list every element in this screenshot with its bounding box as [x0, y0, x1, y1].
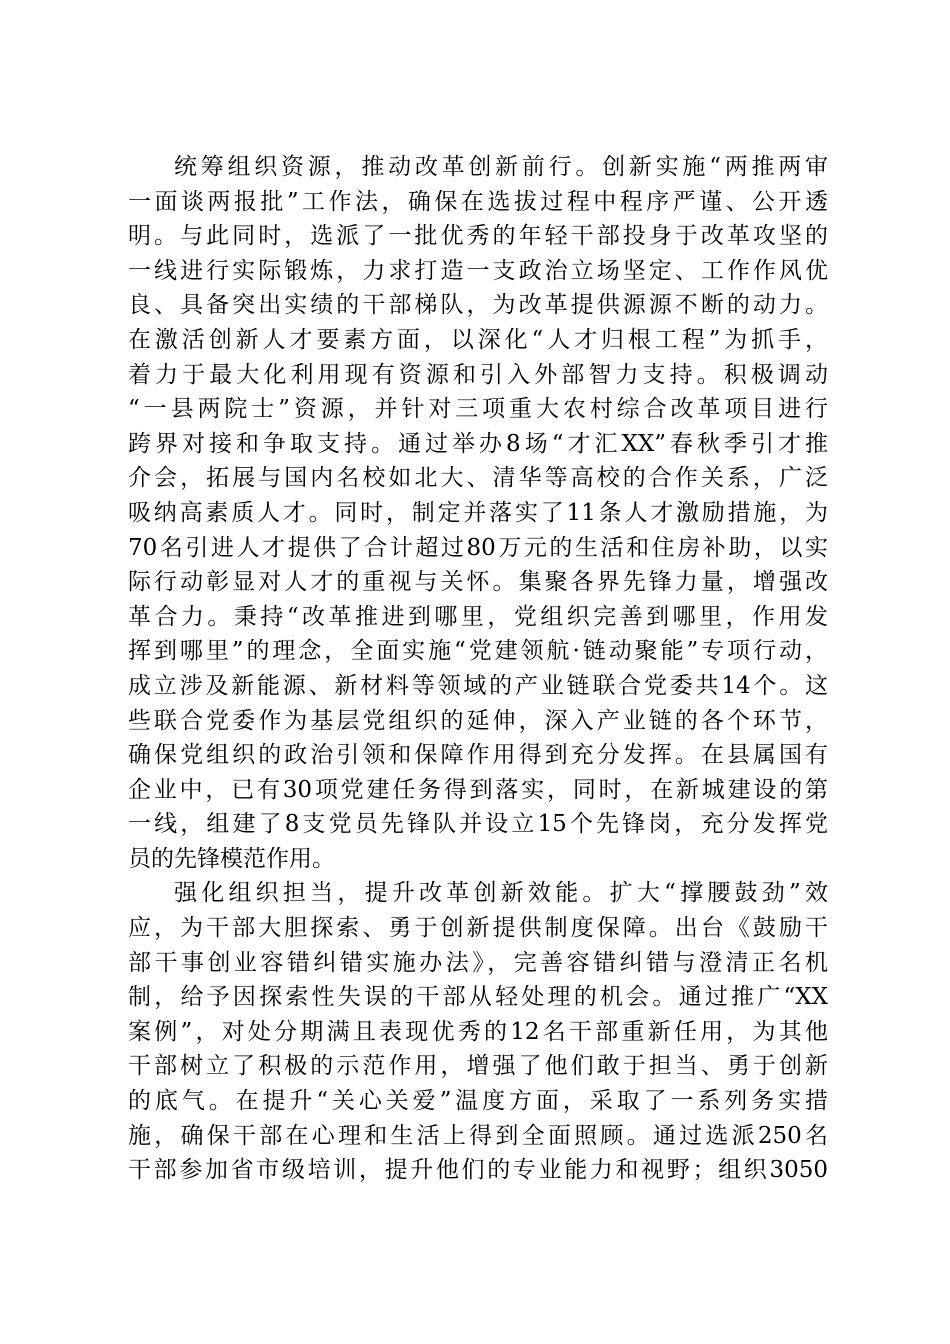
text-line: “一县两院士”资源，并针对三项重大农村综合改革项目进行 — [128, 396, 828, 423]
text-line: 干部参加省市级培训，提升他们的专业能力和视野；组织3050 — [128, 1157, 828, 1184]
text-line: 强化组织担当，提升改革创新效能。扩大“撑腰鼓劲”效 — [174, 880, 828, 907]
text-line: 应，为干部大胆探索、勇于创新提供制度保障。出台《鼓励干 — [128, 915, 828, 942]
text-line: 70名引进人才提供了合计超过80万元的生活和住房补助，以实 — [128, 534, 828, 561]
paragraph-1 — [128, 150, 828, 876]
text-line: 些联合党委作为基层党组织的延伸，深入产业链的各个环节， — [128, 707, 828, 734]
text-line: 干部树立了积极的示范作用，增强了他们敢于担当、勇于创新 — [128, 1053, 828, 1080]
text-line: 着力于最大化利用现有资源和引入外部智力支持。积极调动 — [128, 361, 828, 388]
text-line: 一面谈两报批”工作法，确保在选拔过程中程序严谨、公开透 — [128, 188, 828, 215]
text-line: 一线，组建了8支党员先锋队并设立15个先锋岗，充分发挥党 — [128, 811, 828, 838]
text-line: 的底气。在提升“关心关爱”温度方面，采取了一系列务实措 — [128, 1088, 828, 1115]
text-line: 吸纳高素质人才。同时，制定并落实了11条人才激励措施，为 — [128, 499, 828, 526]
text-line: 制，给予因探索性失误的干部从轻处理的机会。通过推广“XX — [128, 984, 828, 1011]
text-line: 挥到哪里”的理念，全面实施“党建领航·链动聚能”专项行动， — [128, 638, 828, 665]
text-line: 企业中，已有30项党建任务得到落实，同时，在新城建设的第 — [128, 776, 828, 803]
text-line: 在激活创新人才要素方面，以深化“人才归根工程”为抓手， — [128, 326, 828, 353]
text-line: 施，确保干部在心理和生活上得到全面照顾。通过选派250名 — [128, 1122, 828, 1149]
text-line: 际行动彰显对人才的重视与关怀。集聚各界先锋力量，增强改 — [128, 569, 828, 596]
text-line: 明。与此同时，选派了一批优秀的年轻干部投身于改革攻坚的 — [128, 223, 828, 250]
body-text — [128, 150, 828, 1188]
paragraph-2 — [128, 876, 828, 1187]
text-line: 成立涉及新能源、新材料等领域的产业链联合党委共14个。这 — [128, 672, 828, 699]
text-line: 部干事创业容错纠错实施办法》，完善容错纠错与澄清正名机 — [128, 949, 828, 976]
text-line: 良、具备突出实绩的干部梯队，为改革提供源源不断的动力。 — [128, 292, 828, 319]
text-line: 一线进行实际锻炼，力求打造一支政治立场坚定、工作作风优 — [128, 257, 828, 284]
text-line: 革合力。秉持“改革推进到哪里，党组织完善到哪里，作用发 — [128, 603, 828, 630]
text-line: 介会，拓展与国内名校如北大、清华等高校的合作关系，广泛 — [128, 465, 828, 492]
text-line: 跨界对接和争取支持。通过举办8场“才汇XX”春秋季引才推 — [128, 430, 828, 457]
text-line: 员的先锋模范作用。 — [128, 845, 335, 872]
text-line: 确保党组织的政治引领和保障作用得到充分发挥。在县属国有 — [128, 742, 828, 769]
text-line: 案例”，对处分期满且表现优秀的12名干部重新任用，为其他 — [128, 1018, 828, 1045]
text-line: 统筹组织资源，推动改革创新前行。创新实施“两推两审 — [174, 154, 828, 180]
